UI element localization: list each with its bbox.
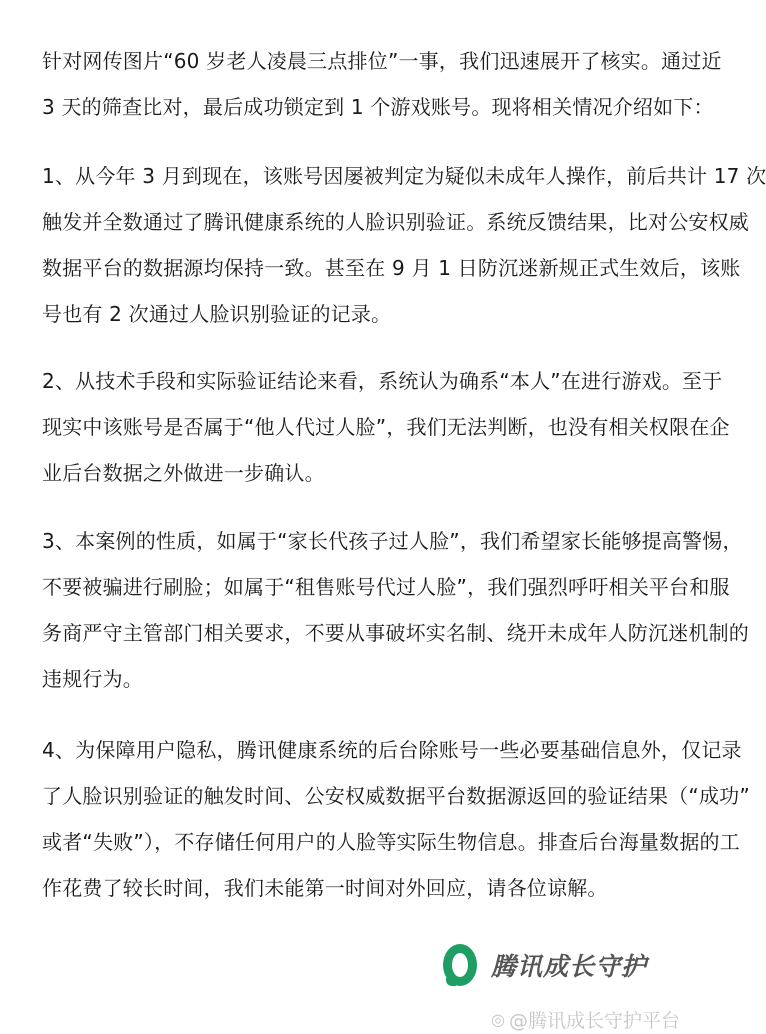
text-line: 4、为保障用户隐私，腾讯健康系统的后台除账号一些必要基础信息外，仅记录 xyxy=(42,738,742,762)
paragraph-0 xyxy=(42,38,722,130)
text-line: 3、本案例的性质，如属于“家长代孩子过人脸”，我们希望家长能够提高警惕， xyxy=(42,529,743,553)
weibo-icon: ◎ xyxy=(491,1010,505,1029)
paragraph-1 xyxy=(42,153,766,337)
text-line: 触发并全数通过了腾讯健康系统的人脸识别验证。系统反馈结果，比对公安权威 xyxy=(42,210,749,234)
text-line: 针对网传图片“60 岁老人凌晨三点排位”一事，我们迅速展开了核实。通过近 xyxy=(42,49,722,73)
text-line: 1、从今年 3 月到现在，该账号因屡被判定为疑似未成年人操作，前后共计 17 次 xyxy=(42,164,766,188)
logo-ring-icon xyxy=(443,944,477,986)
logo-text: 腾讯成长守护 xyxy=(491,952,648,981)
text-line: 违规行为。 xyxy=(42,667,143,691)
text-line: 3 天的筛查比对，最后成功锁定到 1 个游戏账号。现将相关情况介绍如下： xyxy=(42,95,714,119)
paragraph-3 xyxy=(42,518,749,702)
text-line: 号也有 2 次通过人脸识别验证的记录。 xyxy=(42,302,392,326)
text-line: 不要被骗进行刷脸；如属于“租售账号代过人脸”，我们强烈呼吁相关平台和服 xyxy=(42,575,730,599)
text-line: 业后台数据之外做进一步确认。 xyxy=(42,461,325,485)
paragraph-2 xyxy=(42,358,730,496)
text-line: 2、从技术手段和实际验证结论来看，系统认为确系“本人”在进行游戏。至于 xyxy=(42,369,723,393)
tencent-growth-guard-logo xyxy=(443,944,647,986)
paragraph-4 xyxy=(42,727,750,911)
text-line: 了人脸识别验证的触发时间、公安权威数据平台数据源返回的验证结果（“成功” xyxy=(42,784,750,808)
text-line: 现实中该账号是否属于“他人代过人脸”，我们无法判断，也没有相关权限在企 xyxy=(42,415,730,439)
text-line: 数据平台的数据源均保持一致。甚至在 9 月 1 日防沉迷新规正式生效后，该账 xyxy=(42,256,741,280)
watermark-text: @腾讯成长守护平台 xyxy=(508,1010,680,1032)
weibo-watermark xyxy=(491,1006,680,1033)
text-line: 或者“失败”），不存储任何用户的人脸等实际生物信息。排查后台海量数据的工 xyxy=(42,830,740,854)
text-line: 作花费了较长时间，我们未能第一时间对外回应，请各位谅解。 xyxy=(42,876,608,900)
text-line: 务商严守主管部门相关要求，不要从事破坏实名制、绕开未成年人防沉迷机制的 xyxy=(42,621,749,645)
